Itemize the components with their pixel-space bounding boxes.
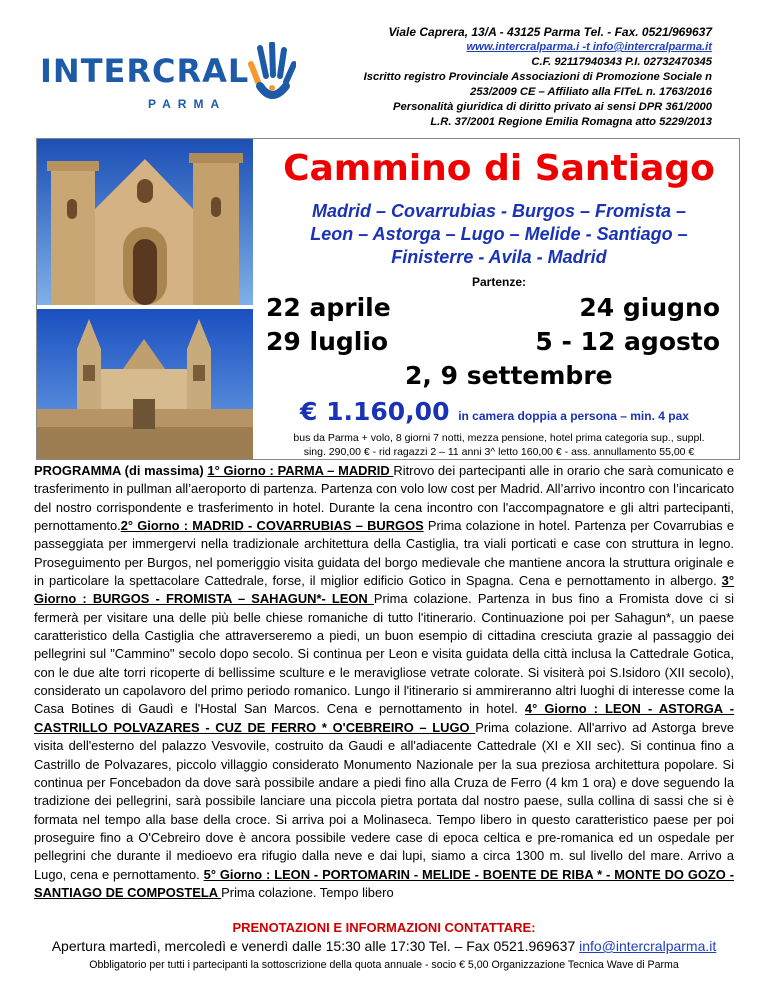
hand-logo-icon — [248, 42, 296, 104]
trip-title: Cammino di Santiago — [283, 148, 715, 189]
day-description: Prima colazione. Tempo libero — [221, 884, 394, 900]
logo-text: INTERCRAL — [40, 52, 250, 90]
address-line: Viale Caprera, 13/A - 43125 Parma Tel. - Fax. 0521/969637 — [388, 25, 712, 39]
day-description: Prima colazione. All'arrivo ad Astorga breve visita dell'esterno del palazzo Vesvovile, costruito da Gaudi e all'adiacente Cattedrale (XI e XII sec). Si continua fino a Castrillo de Polvazares, piccolo villaggio considerato Monumento Nazionale per la sua preziosa architettura popolare. Si continua per Foncebadon da dove sarà possibile andare a piedi fino alla Cruza de Ferro (4 km 1 ora) e dove seguendo la tradizione dei pellegrini, sarà possibile lanciare una piccola pietra portata dal nostro paese, sulla collina di sassi che si è formata nel tempo alla base della croce. Si arriva poi a Molinaseca. Tempo libero in questo caratteristico paese per poi proseguire fino a O'Cebreiro dove è ancora possibile vedere case di epoca celtica e pre-romanica ed un ospedale per pellegrini che durante il medioevo era rifugio dalla neve e dai lupi, siamo a circa 1300 m. sul livello del mare. Arrivo a Lugo, cena e pernottamento. — [34, 719, 734, 882]
includes-line: sing. 290,00 € - rid ragazzi 2 – 11 anni 3^ letto 160,00 € - ass. annullamento 55,00 € — [303, 445, 695, 458]
route-line: Madrid – Covarrubias - Burgos – Fromista – — [311, 201, 687, 221]
footer-email-link[interactable]: info@intercralparma.it — [579, 938, 717, 954]
price-note: in camera doppia a persona – min. 4 pax — [458, 409, 689, 423]
logo-subtext: PARMA — [148, 97, 227, 111]
day-heading: 4° Giorno : LEON - ASTORGA - CASTRILLO POLVAZARES - CUZ DE FERRO * O'CEBREIRO – LUGO — [34, 701, 734, 735]
price-amount: € 1.160,00 — [300, 397, 450, 426]
church-photo — [37, 139, 253, 305]
trip-route — [262, 200, 736, 269]
program-heading: PROGRAMMA (di massima) — [34, 463, 208, 478]
departure-date: 2, 9 settembre — [405, 361, 613, 390]
legal-line: Personalità giuridica di diritto privato ai sensi DPR 361/2000 — [393, 101, 712, 113]
day-heading: 3° Giorno : BURGOS - FROMISTA – SAHAGUN*- LEON — [34, 573, 734, 607]
opening-hours — [0, 938, 768, 954]
departure-date: 5 - 12 agosto — [535, 327, 720, 356]
price-includes — [262, 432, 736, 459]
route-line: Leon – Astorga – Lugo – Melide - Santiago – — [310, 224, 688, 244]
contact-links — [292, 40, 712, 55]
route-line: Finisterre - Avila - Madrid — [391, 247, 607, 267]
cathedral-photo — [37, 309, 253, 459]
email-link[interactable]: info@intercralparma.it — [592, 41, 712, 53]
day-description: Prima colazione. Partenza in bus fino a Fromista dove ci si fermerà per visitare una delle più belle chiese romaniche di tutto l'itinerario. Continuazione poi per Sahagun*, un paese caratteristico della Castiglia che attraverseremo a piedi, un buon esempio di cittadina cresciuta grazie al passaggio dei pellegrini sul "Cammino" secolo dopo secolo. Si continua per Leon e visita guidata della città inclusa la Cattedrale Gotica, con le due alte torri ricoperte di bellissime sculture e le meravigliose vetrate colorate. Si visiterà poi S.Isidoro (XII secolo), considerato un capolavoro del primo periodo romanico. Lungo il l'itinerario si ammireranno altri luoghi di interesse come la Casa Botines di Gaudì e l'Hostal San Marcos. Cena e pernottamento in hotel. — [34, 591, 734, 717]
program-text — [34, 462, 734, 902]
departure-date: 22 aprile — [266, 293, 391, 322]
affiliation-line: 253/2009 CE – Affiliato alla FITeL n. 1763/2016 — [470, 86, 712, 98]
day-heading: 1° Giorno : PARMA – MADRID — [207, 463, 394, 478]
tax-code-line: C.F. 92117940343 P.I. 02732470345 — [531, 56, 712, 68]
price-line — [300, 397, 689, 426]
day-heading: 2° Giorno : MADRID - COVARRUBIAS – BURGOS — [120, 518, 424, 534]
includes-line: bus da Parma + volo, 8 giorni 7 notti, mezza pensione, hotel prima categoria sup., suppl. — [293, 432, 705, 444]
departure-date: 29 luglio — [266, 327, 389, 356]
day-description: Ritrovo dei partecipanti alle in orario che sarà comunicato e trasferimento in pullman all’aeroporto di partenza. Partenza con volo low cost per Madrid. All’arrivo incontro con l’incaricato del nostro corrispondente e trasferimento in hotel. Durante la cena incontro con l'accompagnatore e gli altri partecipanti, pernottamento. — [34, 463, 734, 534]
departures-label: Partenze: — [471, 275, 527, 289]
hours-text: Apertura martedì, mercoledì e venerdì dalle 15:30 alle 17:30 Tel. – Fax 0521.969637 — [51, 938, 580, 954]
intercral-logo — [40, 42, 285, 120]
website-link[interactable]: www.intercralparma.i — [466, 41, 580, 53]
website-link-tail[interactable]: -t — [579, 41, 593, 53]
membership-note: Obbligatorio per tutti i partecipanti la sottoscrizione della quota annuale - socio € 5,00 Organizzazione Tecnica Wave di Parma — [89, 959, 679, 971]
registry-line: Iscritto registro Provinciale Associazioni di Promozione Sociale n — [363, 71, 712, 83]
booking-title: PRENOTAZIONI E INFORMAZIONI CONTATTARE: — [232, 920, 536, 935]
departure-date: 24 giugno — [579, 293, 720, 322]
organization-info — [292, 25, 712, 130]
day-heading: 5° Giorno : LEON - PORTOMARIN - MELIDE - BOENTE DE RIBA * - MONTE DO GOZO - SANTIAGO DE COMPOSTELA — [34, 866, 734, 900]
region-line: L.R. 37/2001 Regione Emilia Romagna atto 5229/2013 — [430, 116, 712, 128]
day-description: Prima colazione in hotel. Partenza per Covarrubias e passeggiata per immergervi nella tradizionale architettura della Castiglia, tra viali porticati e case con struttura in legno. Proseguimento per Burgos, nel pomeriggio visita guidata del borgo medievale che mantiene ancora la struttura originale e in particolare la spettacolare Cattedrale, forse, il miglior edificio Gotico in Spagna. Cena e pernottamento in albergo. — [34, 518, 735, 589]
